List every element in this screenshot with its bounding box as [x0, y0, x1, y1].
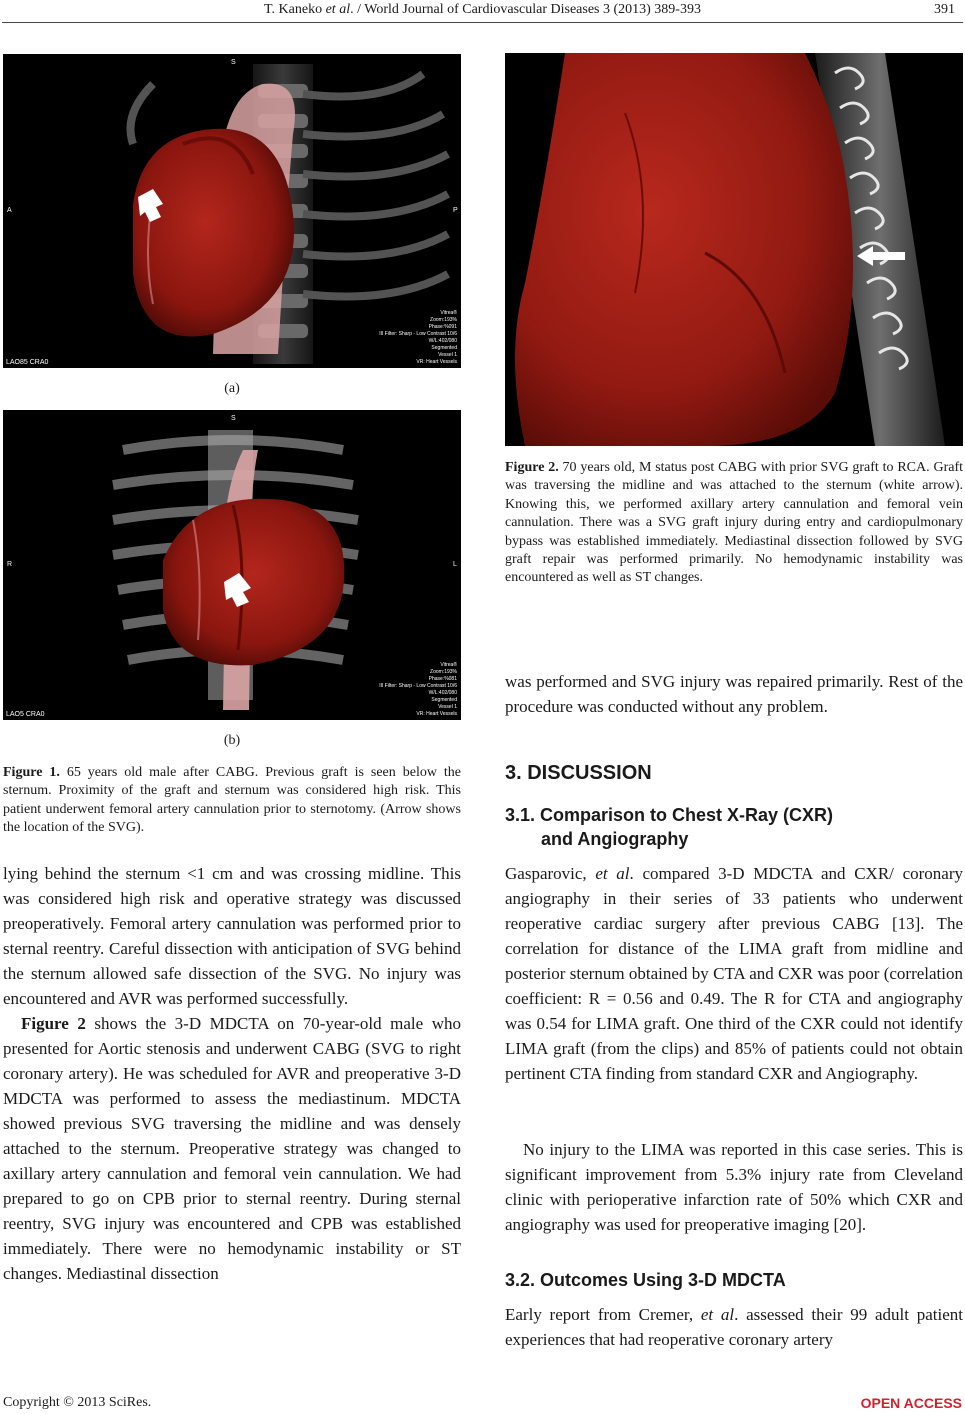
copyright-notice: Copyright © 2013 SciRes.	[3, 1395, 152, 1410]
overlay-line: Vessel 1	[438, 704, 457, 710]
section-heading-discussion: 3. DISCUSSION	[505, 762, 652, 784]
orientation-right-a: P	[453, 207, 458, 214]
orientation-top-a: S	[231, 59, 236, 66]
subsection-heading-3-1-line2: and Angiography	[541, 829, 689, 849]
right-paragraph-3: Gasparovic, et al. compared 3-D MDCTA and CXR/ coronary angiography in their series of 33 patients who underwent reoperative cardiac surgery after previous CABG [13]. The correlation for distance of the LIMA graft from midline and posterior sternum obtained by CTA and CXR was poor (correlation coefficient: R = 0.56 and 0.49. The R for CTA and angiography was 0.54 for LIMA graft. One third of the CXR could not identify LIMA graft (from the clips) and 85% of patients could not obtain pertinent CTA finding from standard CXR and Angiography.	[505, 864, 963, 1083]
overlay-line: Vitrea®	[440, 662, 457, 668]
overlay-line: Zoom:193%	[430, 669, 457, 675]
header-rule	[2, 22, 963, 23]
open-access-label: OPEN ACCESS	[860, 1395, 962, 1411]
orientation-top-b: S	[231, 415, 236, 422]
overlay-line: Zoom:193%	[430, 317, 457, 323]
figure-1a-image	[3, 54, 461, 368]
overlay-line: III Filter: Sharp - Low Contrast 10/6	[379, 331, 457, 337]
overlay-line: Segmented	[431, 345, 457, 351]
figure-1-caption: Figure 1. 65 years old male after CABG. Previous graft is seen below the sternum. Proximity of the graft and sternum was considered high risk. This patient underwent femoral artery cannulation prior to sternotomy. (Arrow shows the location of the SVG).	[3, 765, 462, 836]
overlay-line: VR: Heart Vessels	[416, 711, 457, 717]
running-header	[0, 0, 965, 22]
subsection-heading-3-1-line1: 3.1. Comparison to Chest X-Ray (CXR)	[505, 805, 834, 825]
view-angle-label-b: LAO5 CRA0	[6, 711, 45, 718]
figure-2-reference: Figure 2	[21, 1014, 86, 1033]
overlay-line: W/L:402/080	[428, 690, 457, 696]
overlay-line: VR: Heart Vessels	[416, 359, 457, 365]
overlay-line: Vitrea®	[440, 310, 457, 316]
subsection-heading-3-1	[505, 803, 963, 851]
figure-1b-image	[3, 410, 461, 720]
figure-1b-label: (b)	[223, 733, 241, 748]
page-number: 391	[934, 2, 955, 17]
running-title: T. Kaneko et al. / World Journal of Cardiovascular Diseases 3 (2013) 389-393	[264, 2, 701, 17]
figure-1-caption-label: Figure 1.	[3, 765, 60, 780]
left-paragraph-1: lying behind the sternum <1 cm and was crossing midline. This was considered high risk and operative strategy was discussed preoperatively. Femoral artery cannulation was performed prior to sternal reentry. Careful dissection with anticipation of SVG behind the sternum allowed safe dissection of the SVG. No injury was encountered and AVR was performed successfully.	[3, 864, 461, 1008]
orientation-right-b: L	[453, 561, 457, 568]
figure-2-caption-label: Figure 2.	[505, 460, 559, 475]
overlay-line: Phase:%081	[428, 676, 457, 682]
overlay-line: III Filter: Sharp - Low Contrast 10/6	[379, 683, 457, 689]
overlay-line: W/L:402/080	[428, 338, 457, 344]
orientation-left-a: A	[7, 207, 12, 214]
subsection-heading-3-2: 3.2. Outcomes Using 3-D MDCTA	[505, 1270, 786, 1290]
left-paragraph-2: Figure 2 shows the 3-D MDCTA on 70-year-old male who presented for Aortic stenosis and underwent CABG (SVG to right coronary artery). He was scheduled for AVR and preoperative 3-D MDCTA was performed to assess the mediastinum. MDCTA showed previous SVG traversing the midline and was densely attached to the sternum. Preoperative strategy was changed to axillary artery cannulation and femoral vein cannulation. We had prepared to go on CPB prior to sternal reentry. During sternal reentry, SVG injury was encountered and CPB was established immediately. There were no hemodynamic instability or ST changes. Mediastinal dissection	[3, 1014, 461, 1283]
overlay-line: Vessel 1	[438, 352, 457, 358]
orientation-left-b: R	[7, 561, 13, 568]
right-paragraph-5: Early report from Cremer, et al. assessed their 99 adult patient experiences that had reoperative coronary artery	[505, 1305, 963, 1349]
right-paragraph-4: No injury to the LIMA was reported in this case series. This is significant improvement from 5.3% injury rate from Cleveland clinic with perioperative infarction rate of 50% which CXR and angiography was used for preoperative imaging [20].	[505, 1140, 963, 1234]
right-paragraph-continued: was performed and SVG injury was repaired primarily. Rest of the procedure was conducted without any problem.	[505, 672, 963, 716]
overlay-line: Segmented	[431, 697, 457, 703]
figure-2-image	[505, 53, 963, 446]
overlay-line: Phase:%091	[428, 324, 457, 330]
figure-1a-label: (a)	[224, 381, 240, 396]
view-angle-label-a: LAO85 CRA0	[6, 359, 49, 366]
figure-2-caption: Figure 2. 70 years old, M status post CABG with prior SVG graft to RCA. Graft was traversing the midline and was attached to the sternum (white arrow). Knowing this, we performed axillary artery cannulation and femoral vein cannulation. There was a SVG graft injury during entry and cardiopulmonary bypass was established immediately. Mediastinal dissection followed by SVG graft repair was performed primarily. No hemodynamic instability was encountered as well as ST changes.	[505, 460, 963, 586]
